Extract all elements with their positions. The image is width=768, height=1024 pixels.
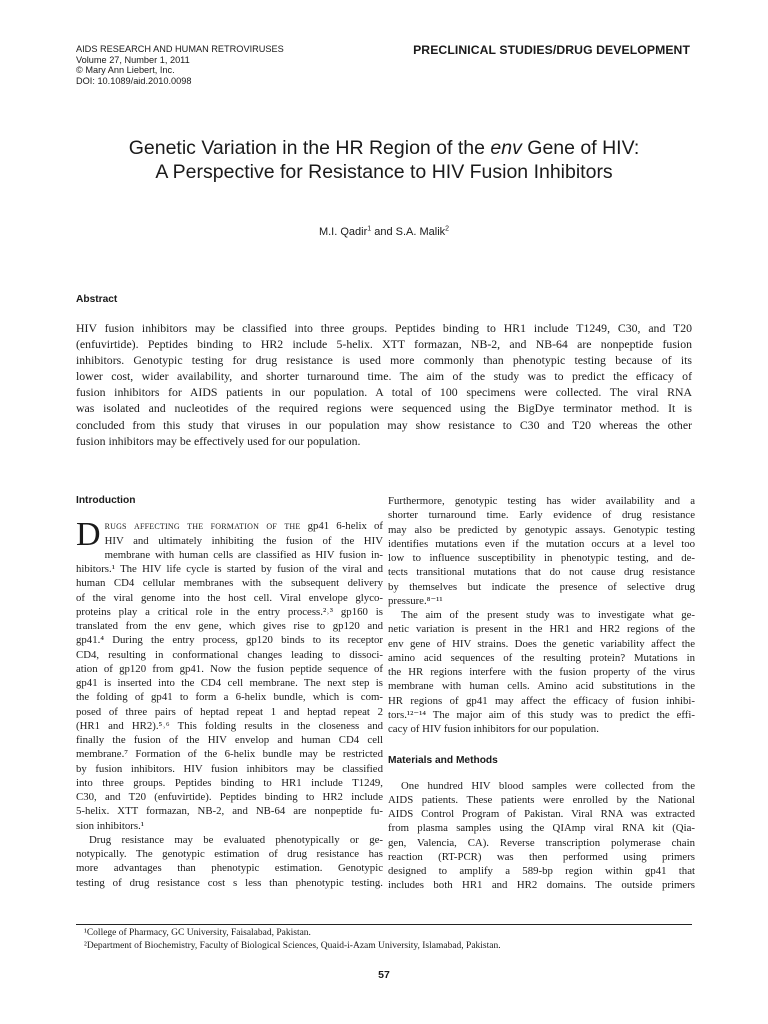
- body-line: may also be predicted by genotypic assays. Genotypic testing: [388, 523, 695, 536]
- abstract-heading: Abstract: [76, 294, 118, 305]
- paper-title: [76, 136, 692, 184]
- body-line: HR regions of gp41 may affect the efficacy of fusion inhibi-: [388, 694, 695, 707]
- intro-line: hibitors.¹ The HIV life cycle is started by fusion of the viral and: [76, 563, 383, 575]
- intro-line: human CD4 cellular membranes with the subsequent delivery: [76, 577, 383, 590]
- methods-paragraph: [388, 779, 695, 893]
- intro-line: sion inhibitors.¹: [76, 819, 145, 832]
- body-line: by themselves but indicate the presence of selective drug: [388, 580, 695, 593]
- intro-line: into three groups. Peptides binding to HR1 include T1249,: [76, 776, 383, 789]
- journal-info: [76, 44, 284, 86]
- abstract-line: (enfuvirtide). Peptides binding to HR2 include 5-helix. XTT formazan, NB-2, and NB-64 are nonpeptide fusion: [76, 337, 692, 352]
- title-italic-env: env: [490, 137, 522, 159]
- abstract-line: was isolated and nucleotides of the required regions were sequenced using the BigDye terminator method. It is: [76, 401, 692, 416]
- drop-cap: D: [76, 516, 101, 554]
- intro-line: membrane with human cells are classified as HIV fusion in-: [104, 548, 383, 561]
- body-line: the HR regions interfere with the fusion property of the virus: [388, 666, 695, 678]
- intro-line: posed of three pairs of heptad repeat 1 and heptad repeat 2: [76, 705, 383, 718]
- intro-line: ation of gp120 from gp41. Now the fusion peptide sequence of: [76, 662, 383, 675]
- footnote-rule: [76, 924, 692, 925]
- intro-line: [76, 519, 383, 533]
- footnote-1: ¹College of Pharmacy, GC University, Faisalabad, Pakistan.: [84, 928, 311, 938]
- journal-name: AIDS RESEARCH AND HUMAN RETROVIRUSES: [76, 44, 284, 54]
- section-heading: PRECLINICAL STUDIES/DRUG DEVELOPMENT: [413, 43, 690, 57]
- body-line: netic variation is present in the HR1 and HR2 regions of the: [388, 623, 695, 636]
- title-text: Gene of HIV:: [521, 137, 640, 159]
- intro-line: CD4, resulting in conformational changes leading to dissoci-: [76, 648, 383, 661]
- intro-line: proteins play a critical role in the entry process.²˒³ gp160 is: [76, 605, 383, 618]
- introduction-heading: Introduction: [76, 495, 136, 506]
- journal-volume: Volume 27, Number 1, 2011: [76, 54, 190, 65]
- body-line: tects transitional mutations that do not cause drug resistance: [388, 566, 695, 579]
- body-line: from plasma samples using the QIAmp viral RNA kit (Qia-: [388, 822, 695, 835]
- authors: [76, 226, 692, 238]
- body-line: The aim of the present study was to investigate what ge-: [401, 609, 695, 621]
- intro-paragraph-2: [76, 833, 383, 890]
- abstract-line: fusion inhibitors for AIDS patients in our population. A total of 100 specimens were collected. The viral RNA: [76, 385, 692, 400]
- body-line: One hundred HIV blood samples were collected from the: [401, 779, 695, 792]
- intro-paragraph-4: [388, 608, 695, 736]
- right-column: [388, 494, 695, 893]
- body-line: low to influence susceptibility in phenotypic testing, and de-: [388, 552, 695, 564]
- abstract-line: concluded from this study that viruses in our population may show resistance to C30 and T20 whereas the other: [76, 417, 692, 432]
- abstract-line: lower cost, wider availability, and shorter turnaround time. The aim of the study was to predict the efficacy of: [76, 369, 692, 384]
- intro-line: membrane.⁷ Formation of the 6-helix bundle may be restricted: [76, 748, 383, 761]
- footnote-2: ²Department of Biochemistry, Faculty of Biological Sciences, Quaid-i-Azam University, Islamabad, Pakistan.: [84, 940, 501, 951]
- authors-and: and: [371, 226, 396, 238]
- footnotes: [84, 927, 501, 952]
- author-2-affil: 2: [445, 225, 450, 233]
- body-line: identifies mutations even if the mutation occurs at a level too: [388, 537, 695, 550]
- intro-line: gp41.⁴ During the entry process, gp120 binds to its receptor: [76, 634, 383, 647]
- title-line-1: [76, 136, 692, 160]
- body-line: reaction (RT-PCR) was then performed using primers: [388, 850, 695, 863]
- intro-line: of the viral genome into the host cell. Viral envelope glyco-: [76, 591, 383, 604]
- intro-paragraph-3: [388, 494, 695, 608]
- body-line: AIDS Control Program of Pakistan. Viral RNA was extracted: [388, 808, 695, 820]
- body-line: AIDS patients. These patients were enrolled by the National: [388, 793, 695, 806]
- intro-paragraph-1: [76, 516, 383, 833]
- body-line: Furthermore, genotypic testing has wider availability and a: [388, 495, 695, 507]
- intro-line: gp41 is inserted into the CD4 cell membrane. The next step is: [76, 677, 383, 689]
- abstract-line: HIV fusion inhibitors may be classified into three groups. Peptides binding to HR1 include T1249, C30, and T20: [76, 321, 692, 335]
- body-line: includes both HR1 and HR2 domains. The outside primers: [388, 879, 695, 892]
- author-1: M.I. Qadir: [318, 226, 368, 238]
- body-line: pressure.⁸⁻¹¹: [388, 594, 443, 607]
- intro-line: 5-helix. XTT formazan, NB-2, and NB-64 are nonpeptide fu-: [76, 805, 383, 818]
- intro-line: testing of drug resistance cost s less than phenotypic testing.: [76, 876, 383, 889]
- author-2: S.A. Malik: [395, 226, 446, 238]
- body-line: gen, Valencia, CA). Reverse transcription polymerase chain: [388, 836, 695, 849]
- body-line: membrane with human cells. Amino acid substitutions in the: [388, 680, 695, 693]
- intro-smallcaps: rugs affecting the formation of the: [104, 520, 301, 533]
- intro-line: notypically. The genotypic estimation of drug resistance has: [76, 848, 383, 860]
- body-line: amino acid sequences of the resulting protein? Mutations in: [388, 651, 695, 664]
- abstract-body: [76, 320, 692, 449]
- intro-line: translated from the env gene, which gives rise to gp120 and: [76, 620, 383, 632]
- journal-copyright: © Mary Ann Liebert, Inc.: [76, 65, 175, 76]
- body-line: shorter turnaround time. Early evidence of drug resistance: [388, 509, 695, 522]
- abstract-line: inhibitors. Genotypic testing for drug resistance is used more commonly than phenotypic testing because of its: [76, 353, 692, 368]
- intro-line: more advantages than phenotypic estimation. Genotypic: [76, 862, 383, 875]
- journal-doi: DOI: 10.1089/aid.2010.0098: [76, 75, 192, 86]
- intro-line: C30, and T20 (enfuvirtide). Peptides binding to HR2 include: [76, 791, 383, 803]
- intro-line: by fusion inhibitors. HIV fusion inhibitors may be classified: [76, 762, 383, 775]
- author-1-affil: 1: [367, 225, 372, 233]
- intro-line: Drug resistance may be evaluated phenotypically or ge-: [89, 833, 383, 846]
- intro-line: (HR1 and HR2).⁵˒⁶ This folding results in the closeness and: [76, 719, 383, 732]
- page-number: 57: [378, 969, 390, 981]
- title-text: Genetic Variation in the HR Region of the: [128, 137, 491, 159]
- title-line-2: A Perspective for Resistance to HIV Fusion Inhibitors: [155, 161, 613, 183]
- intro-line: finally the fusion of the HIV envelop and human CD4 cell: [76, 734, 383, 746]
- body-line: designed to amplify a 589-bp region within gp41 that: [388, 865, 695, 877]
- body-line: env gene of HIV strains. Does the genetic variability affect the: [388, 637, 695, 650]
- methods-heading: Materials and Methods: [388, 755, 498, 767]
- intro-line: the folding of gp41 to form a 6-helix bundle, which is com-: [76, 691, 383, 704]
- body-line: cacy of HIV fusion inhibitors for our population.: [388, 723, 599, 735]
- left-column: [76, 494, 383, 890]
- intro-line: HIV and ultimately inhibiting the fusion of the HIV: [104, 534, 383, 547]
- abstract-line: fusion inhibitors may be effectively used for our population.: [76, 433, 361, 448]
- intro-line-text: gp41 6-helix of: [300, 520, 383, 533]
- body-line: tors.¹²⁻¹⁴ The major aim of this study was to predict the effi-: [388, 708, 695, 721]
